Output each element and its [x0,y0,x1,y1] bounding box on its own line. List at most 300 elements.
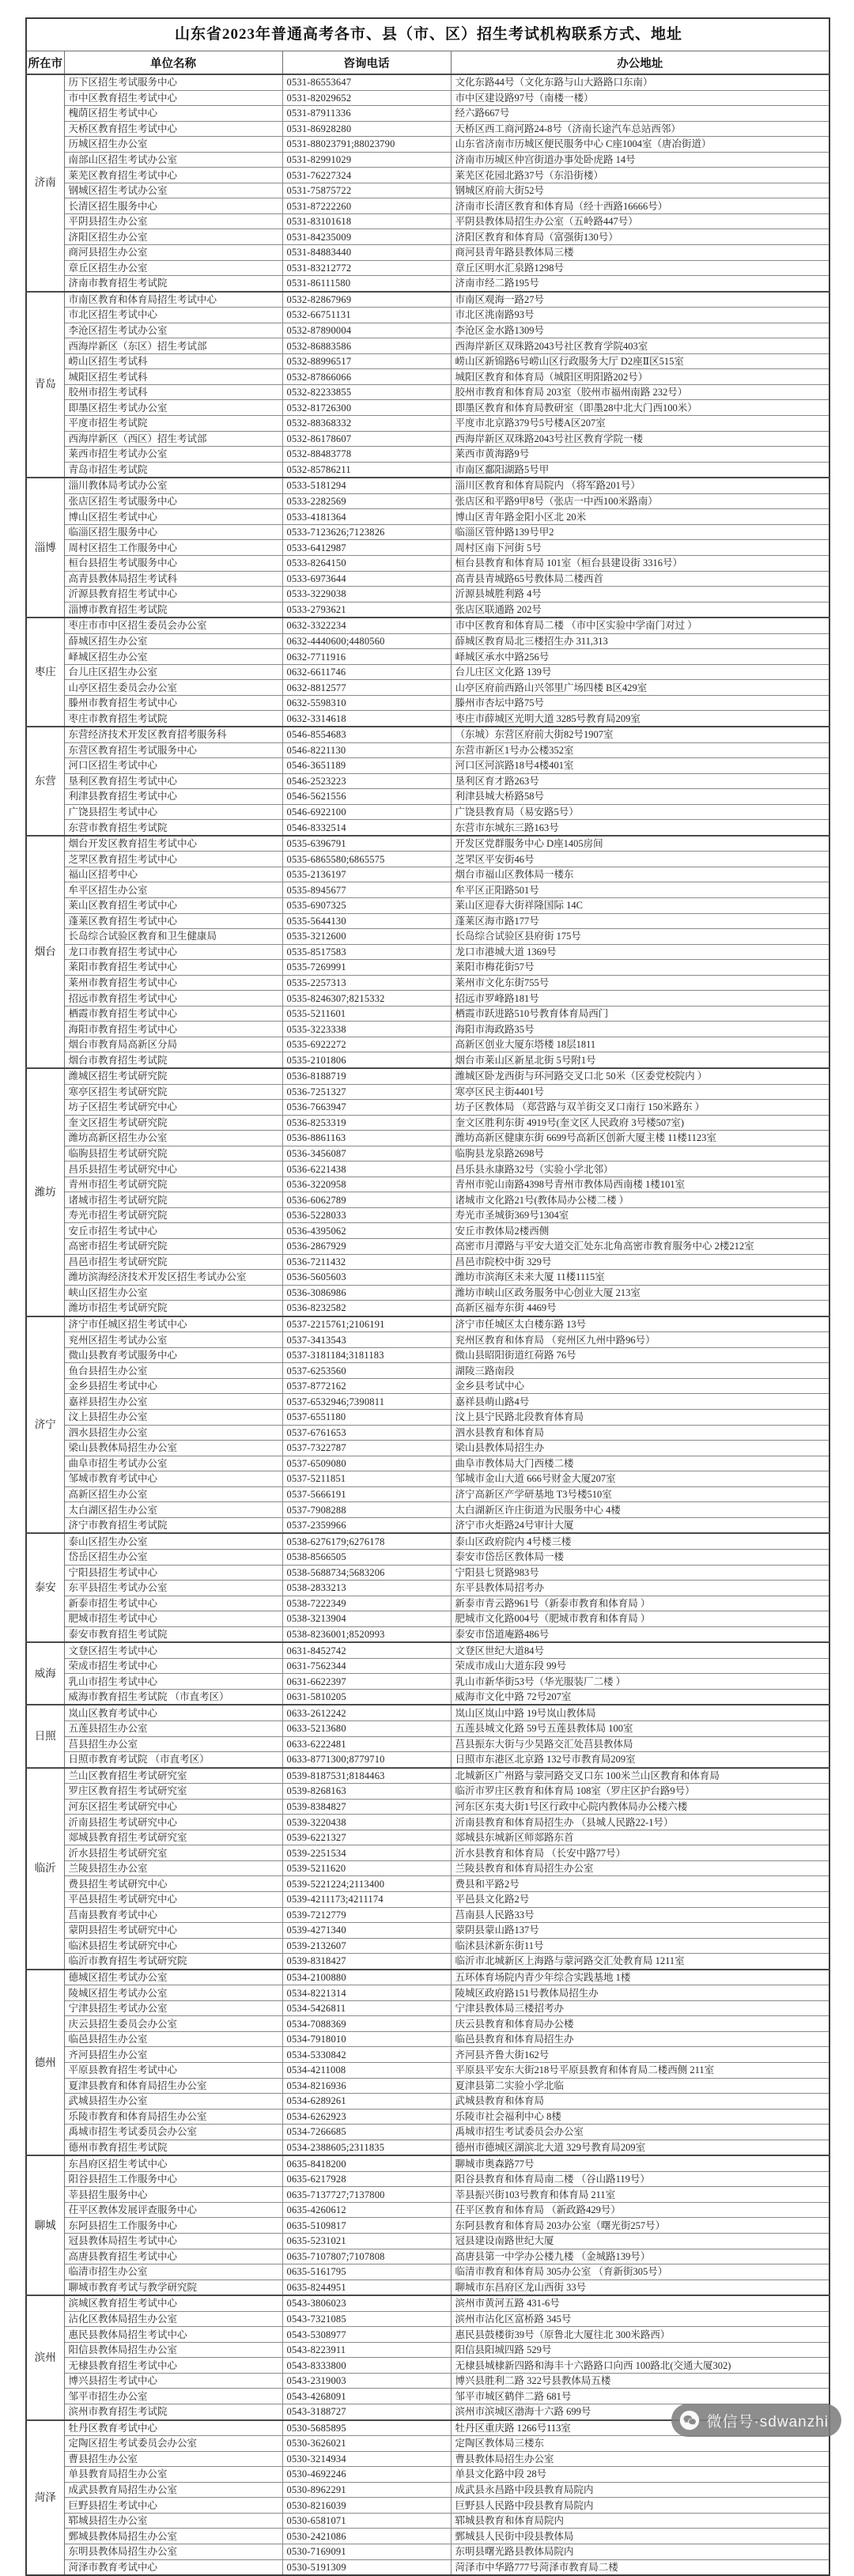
phone-cell: 0635-6217928 [282,2171,451,2187]
unit-name-cell: 乳山市招生考试中心 [64,1674,282,1690]
address-cell: 天桥区西工商河路24-8号（济南长途汽车总站西邻） [451,121,829,137]
phone-cell: 0530-8962291 [282,2482,451,2498]
unit-name-cell: 烟台开发区教育招生考试中心 [64,836,282,852]
phone-cell: 0632-7711916 [282,649,451,665]
unit-name-cell: 临淄区招生服务中心 [64,524,282,540]
address-cell: 微山县昭阳街道红荷路 76号 [451,1347,829,1363]
address-cell: 沂南县教育和体育局招生办 （县城人民路22-1号） [451,1815,829,1830]
unit-name-cell: 高唐县教育招生考试中心 [64,2249,282,2264]
unit-name-cell: 淄博市教育招生考试院 [64,602,282,618]
unit-name-cell: 日照市教育考试院 （市直考区） [64,1752,282,1768]
address-cell: 五环体育场院内青少年综合实践基地 1楼 [451,1970,829,1985]
table-row [26,2063,829,2079]
phone-cell: 0531-86928280 [282,121,451,137]
table-row [26,2202,829,2218]
unit-name-cell: 德城区招生考试办公室 [64,1970,282,1985]
unit-name-cell: 潍坊市招生考试研究院 [64,1301,282,1316]
phone-cell: 0546-3651189 [282,758,451,774]
unit-name-cell: 桓台县招生考试服务中心 [64,555,282,571]
phone-cell: 0635-5109817 [282,2218,451,2234]
table-row [26,1830,829,1845]
address-cell: 临邑县教育和体育局招生办 [451,2031,829,2047]
phone-cell: 0535-5211601 [282,1006,451,1022]
unit-name-cell: 福山区招考中心 [64,867,282,882]
table-row [26,478,829,493]
unit-name-cell: 禹城市招生考试委员会办公室 [64,2125,282,2140]
phone-cell: 0633-6222481 [282,1736,451,1752]
unit-name-cell: 岚山区教育考试中心 [64,1705,282,1720]
table-row [26,353,829,369]
table-row [26,649,829,665]
city-cell: 潍坊 [26,1068,64,1316]
unit-name-cell: 文登区招生考试中心 [64,1642,282,1658]
table-row [26,1674,829,1690]
phone-cell: 0546-6922100 [282,804,451,820]
address-cell: 莱山区迎春大街祥隆国际 14C [451,897,829,913]
table-row [26,2467,829,2483]
table-row [26,1752,829,1768]
address-cell: 鄄城县人民街中段县教体局 [451,2529,829,2544]
phone-cell: 0534-7088369 [282,2016,451,2032]
city-cell: 威海 [26,1642,64,1705]
unit-name-cell: 冠县教体局招生考试中心 [64,2234,282,2249]
unit-name-cell: 钢城区招生考试办公室 [64,183,282,198]
address-cell: 高唐县第一中学办公楼九楼 （金城路139号） [451,2249,829,2264]
table-row [26,1146,829,1161]
unit-name-cell: 东平县招生考试办公室 [64,1581,282,1596]
table-row [26,1131,829,1146]
unit-name-cell: 泗水县招生办公室 [64,1425,282,1441]
phone-cell: 0632-4440600;4480560 [282,633,451,649]
phone-cell: 0546-8332514 [282,820,451,836]
table-row [26,1177,829,1192]
unit-name-cell: 台儿庄区招生办公室 [64,664,282,680]
phone-cell: 0536-6221438 [282,1161,451,1177]
table-row [26,1037,829,1052]
unit-name-cell: 新泰市招生考试中心 [64,1596,282,1611]
table-row [26,400,829,416]
contact-table-sheet [25,17,829,2576]
address-cell: 梁山县教体局招生办 [451,1441,829,1456]
unit-name-cell: 兰山区教育招生考试研究室 [64,1768,282,1784]
address-cell: 潍坊市峡山区政务服务中心创业大厦 213室 [451,1285,829,1301]
unit-name-cell: 牡丹区教育考试中心 [64,2420,282,2436]
phone-cell: 0534-5330842 [282,2047,451,2063]
address-cell: 平邑县文化路2号 [451,1891,829,1907]
unit-name-cell: 寒亭区招生考试研究院 [64,1084,282,1100]
address-cell: 莒县振东大街与少昊路交汇处莒县教体局 [451,1736,829,1752]
unit-name-cell: 潍城区招生考试研究院 [64,1068,282,1084]
phone-cell: 0539-7212779 [282,1907,451,1923]
address-cell: 寒亭区民主街4401号 [451,1084,829,1100]
phone-cell: 0532-81726300 [282,400,451,416]
address-cell: 肥城市文化路004号（肥城市教育和体育局 ） [451,1611,829,1627]
address-cell: 惠民县鼓楼街39号（原鲁北大厦往北 300米路西） [451,2327,829,2343]
phone-cell: 0533-2282569 [282,493,451,509]
table-row [26,633,829,649]
table-row [26,1006,829,1022]
unit-name-cell: 招远市教育招生考试中心 [64,991,282,1007]
address-cell: 即墨区教育和体育局教研室（即墨28中北大门西100米） [451,400,829,416]
address-cell: 商河县青年路县教体局三楼 [451,245,829,261]
phone-cell: 0535-6922272 [282,1037,451,1052]
table-row [26,2373,829,2389]
address-cell: 高新区福寿东街 4469号 [451,1301,829,1316]
table-row [26,245,829,261]
address-cell: 崂山区新锦路6号崂山区行政服务大厅 D2座Ⅱ区515室 [451,353,829,369]
phone-cell: 0633-2612242 [282,1705,451,1720]
column-header-city: 所在市 [26,51,64,75]
unit-name-cell: 河东区招生考试研究中心 [64,1799,282,1815]
city-cell: 聊城 [26,2155,64,2295]
phone-cell: 0539-5221224;2113400 [282,1876,451,1892]
phone-cell: 0536-3456087 [282,1146,451,1161]
table-row [26,1985,829,2001]
phone-cell: 0533-7123626;7123826 [282,524,451,540]
table-row [26,1100,829,1116]
address-cell: 胶州市教育和体育局 203室（胶州市福州南路 232号） [451,384,829,400]
phone-cell: 0535-8945677 [282,882,451,898]
table-row [26,183,829,198]
unit-name-cell: 安丘市招生考试中心 [64,1223,282,1239]
table-row [26,1068,829,1084]
unit-name-cell: 张店区招生考试服务中心 [64,493,282,509]
wechat-icon [679,2410,700,2431]
phone-cell: 0543-7321085 [282,2311,451,2327]
table-row [26,1486,829,1502]
address-cell: （东城）东营区府前大街82号1907室 [451,727,829,742]
address-cell: 五莲县城文化路 59号五莲县教体局 100室 [451,1720,829,1736]
unit-name-cell: 莱芜区教育招生考试中心 [64,168,282,183]
table-row [26,587,829,602]
phone-cell: 0631-6622397 [282,1674,451,1690]
table-row [26,1768,829,1784]
address-cell: 牡丹区重庆路 1266号113室 [451,2420,829,2436]
unit-name-cell: 济南市教育招生考试院 [64,276,282,292]
address-cell: 威海市文化中路 72号207室 [451,1689,829,1705]
address-cell: 招远市罗峰路181号 [451,991,829,1007]
address-cell: 开发区党群服务中心 D座1405房间 [451,836,829,852]
table-row [26,1052,829,1068]
address-cell: 济宁高新区产学研基地 T3号楼510室 [451,1486,829,1502]
table-row [26,1410,829,1426]
phone-cell: 0533-5181294 [282,478,451,493]
address-cell: 济南市经二路195号 [451,276,829,292]
phone-cell: 0532-87866066 [282,369,451,385]
address-cell: 临淄区管仲路139号甲2 [451,524,829,540]
unit-name-cell: 宁津县招生考试办公室 [64,2000,282,2016]
unit-name-cell: 邹城市教育考试中心 [64,1471,282,1487]
address-cell: 薛城区教育局北三楼招生办 311,313 [451,633,829,649]
phone-cell: 0531-84883440 [282,245,451,261]
address-cell: 芝罘区平安街46号 [451,852,829,867]
table-row [26,447,829,463]
phone-cell: 0535-8517583 [282,944,451,960]
phone-cell: 0537-6761653 [282,1425,451,1441]
address-cell: 邹平市城区鹤伴二路 681号 [451,2389,829,2404]
table-row [26,369,829,385]
address-cell: 宁阳县七贤路983号 [451,1565,829,1581]
address-cell: 张店区和平路9甲8号（张店一中西100米路南） [451,493,829,509]
unit-name-cell: 临邑县招生办公室 [64,2031,282,2047]
address-cell: 东营市新区1号办公楼352室 [451,742,829,758]
unit-name-cell: 蒙阴县招生考试研究中心 [64,1923,282,1939]
table-row [26,664,829,680]
table-row [26,1192,829,1208]
phone-cell: 0530-2421086 [282,2529,451,2544]
phone-cell: 0538-8236001;8520993 [282,1626,451,1642]
address-cell: 周村区南下河街 5号 [451,540,829,556]
unit-name-cell: 章丘区招生办公室 [64,260,282,276]
phone-cell: 0632-3322234 [282,618,451,633]
table-row [26,555,829,571]
address-cell: 泰山区政府院内 4号楼三楼 [451,1533,829,1549]
address-cell: 陵城区政府路151号教体局招生办 [451,1985,829,2001]
table-row [26,2544,829,2559]
phone-cell: 0635-5161795 [282,2264,451,2280]
unit-name-cell: 昌乐县招生考试研究中心 [64,1161,282,1177]
address-cell: 高青县青城路65号教体局二楼西首 [451,571,829,587]
table-row [26,742,829,758]
unit-name-cell: 槐荫区招生考试中心 [64,106,282,122]
table-row [26,1689,829,1705]
address-cell: 淄川区教育和体育局院内 （将军路201号） [451,478,829,493]
unit-name-cell: 烟台市教育招生考试院 [64,1052,282,1068]
unit-name-cell: 汶上县招生办公室 [64,1410,282,1426]
unit-name-cell: 临清市招生办公室 [64,2264,282,2280]
address-cell: 莱西市黄海路9号 [451,447,829,463]
unit-name-cell: 东明县教体局招生办公室 [64,2544,282,2559]
table-row [26,1658,829,1674]
unit-name-cell: 兖州区招生考试办公室 [64,1332,282,1348]
unit-name-cell: 陵城区招生考试办公室 [64,1985,282,2001]
address-cell: 菏泽市中华路777号菏泽市教育局二楼 [451,2559,829,2575]
address-cell: 海阳市海政路35号 [451,1022,829,1037]
phone-cell: 0536-7211432 [282,1254,451,1270]
unit-name-cell: 东营区教育招生考试服务中心 [64,742,282,758]
wechat-watermark [671,2404,841,2437]
table-row [26,431,829,447]
phone-cell: 0531-86553647 [282,74,451,90]
address-cell: 茌平区教育和体育局 （新政路429号） [451,2202,829,2218]
unit-name-cell: 芝罘区教育招生考试中心 [64,852,282,867]
address-cell: 无棣县城棣新四路和海丰十六路路口向西 100路北(交通大厦302) [451,2358,829,2374]
address-cell: 河口区河滨路18号4楼401室 [451,758,829,774]
phone-cell: 0538-3213904 [282,1611,451,1627]
table-row [26,836,829,852]
phone-cell: 0534-6262923 [282,2109,451,2125]
unit-name-cell: 荣成市招生考试中心 [64,1658,282,1674]
table-row [26,2016,829,2032]
unit-name-cell: 肥城市招生考试中心 [64,1611,282,1627]
unit-name-cell: 菏泽市教育考试中心 [64,2559,282,2575]
unit-name-cell: 市中区教育招生考试中心 [64,90,282,106]
phone-cell: 0536-7663947 [282,1100,451,1116]
phone-cell: 0532-86178607 [282,431,451,447]
address-cell: 峄城区承水中路256号 [451,649,829,665]
table-row [26,897,829,913]
phone-cell: 0538-8566505 [282,1549,451,1565]
phone-cell: 0535-8246307;8215332 [282,991,451,1007]
table-row [26,789,829,805]
address-cell: 禹城市招生考试委员会办公室 [451,2125,829,2140]
phone-cell: 0635-5231021 [282,2234,451,2249]
table-row [26,540,829,556]
phone-cell: 0530-5191309 [282,2559,451,2575]
address-cell: 巨野县人民路中段县教育局院内 [451,2498,829,2514]
address-cell: 栖霞市跃进路510号教育体育局西门 [451,1006,829,1022]
unit-name-cell: 周村区招生工作服务中心 [64,540,282,556]
phone-cell: 0536-8188719 [282,1068,451,1084]
table-body [26,74,829,2575]
unit-name-cell: 济阳区招生办公室 [64,229,282,245]
address-cell: 诸城市文化路21号(教体局办公楼二楼 ） [451,1192,829,1208]
address-cell: 东平县教体局招考办 [451,1581,829,1596]
unit-name-cell: 龙口市教育招生考试中心 [64,944,282,960]
table-row [26,1970,829,1985]
address-cell: 长岛综合试验区县府街 175号 [451,929,829,945]
unit-name-cell: 庆云县招生委员会办公室 [64,2016,282,2032]
phone-cell: 0537-6532946;7390811 [282,1394,451,1410]
table-row [26,1084,829,1100]
table-row [26,1471,829,1487]
unit-name-cell: 淄川教体局考试办公室 [64,478,282,493]
address-cell: 济阳区教育和体育局（富强街130号） [451,229,829,245]
phone-cell: 0537-6253560 [282,1363,451,1379]
unit-name-cell: 夏津县教育和体育局招生办公室 [64,2078,282,2094]
unit-name-cell: 博山区招生考试中心 [64,509,282,525]
phone-cell: 0534-8221314 [282,1985,451,2001]
address-cell: 嘉祥县萌山路4号 [451,1394,829,1410]
address-cell: 定陶区教体局三楼东 [451,2436,829,2452]
unit-name-cell: 莱州市教育招生考试中心 [64,975,282,991]
phone-cell: 0533-2793621 [282,602,451,618]
phone-cell: 0532-88483778 [282,447,451,463]
phone-cell: 0532-88996517 [282,353,451,369]
unit-name-cell: 岱岳区招生办公室 [64,1549,282,1565]
address-cell: 博山区青年路金阳小区北 20米 [451,509,829,525]
phone-cell: 0539-8384827 [282,1799,451,1815]
column-header-row [26,51,829,75]
table-row [26,1533,829,1549]
phone-cell: 0538-5688734;5683206 [282,1565,451,1581]
address-cell: 莱州市文化东街755号 [451,975,829,991]
table-row [26,852,829,867]
address-cell: 滕州市杏坛中路75号 [451,695,829,711]
address-cell: 坊子区教体局 （郑营路与双羊街交叉口南行 150米路东 ） [451,1100,829,1116]
address-cell: 牟平区正阳路501号 [451,882,829,898]
table-row [26,1799,829,1815]
unit-name-cell: 五莲县招生办公室 [64,1720,282,1736]
table-row [26,711,829,727]
unit-name-cell: 垦利区教育招生考试中心 [64,773,282,789]
unit-name-cell: 兰陵县招生办公室 [64,1860,282,1876]
unit-name-cell: 莘县招生服务中心 [64,2187,282,2203]
address-cell: 新泰市青云路961号（新泰市教育和体育局 ） [451,1596,829,1611]
phone-cell: 0539-2251534 [282,1845,451,1861]
phone-cell: 0536-7251327 [282,1084,451,1100]
table-row [26,2389,829,2404]
table-row [26,1815,829,1830]
unit-name-cell: 茌平区教体发展评查服务中心 [64,2202,282,2218]
unit-name-cell: 巨野县招生考试中心 [64,2498,282,2514]
unit-name-cell: 莒南县教育考试中心 [64,1907,282,1923]
phone-cell: 0537-8772162 [282,1378,451,1394]
phone-cell: 0532-82233855 [282,384,451,400]
address-cell: 北城新区广州路与蒙河路交叉口东 100米兰山区教育和体育局 [451,1768,829,1784]
phone-cell: 0536-4395062 [282,1223,451,1239]
unit-name-cell: 沂源县教育招生考试中心 [64,587,282,602]
table-row [26,1394,829,1410]
unit-name-cell: 平原县教育招生考试中心 [64,2063,282,2079]
table-row [26,944,829,960]
address-cell: 临沭县沭新东街11号 [451,1938,829,1954]
address-cell: 聊城市东昌府区龙山西街 33号 [451,2279,829,2295]
unit-name-cell: 长清区招生服务中心 [64,198,282,214]
exam-office-table [25,17,830,2576]
phone-cell: 0535-6907325 [282,897,451,913]
address-cell: 市北区洮南路93号 [451,308,829,323]
address-cell: 西海岸新区双珠路2043号社区教育学院403室 [451,338,829,354]
address-cell: 莱阳市梅花街57号 [451,960,829,976]
phone-cell: 0633-8771300;8779710 [282,1752,451,1768]
table-row [26,820,829,836]
table-row [26,1845,829,1861]
phone-cell: 0539-4211173;4211174 [282,1891,451,1907]
city-cell: 菏泽 [26,2420,64,2575]
unit-name-cell: 莱阳市教育招生考试中心 [64,960,282,976]
city-cell: 济南 [26,74,64,292]
phone-cell: 0631-5810205 [282,1689,451,1705]
table-row [26,1363,829,1379]
table-row [26,1860,829,1876]
table-row [26,2000,829,2016]
table-row [26,90,829,106]
table-row [26,1626,829,1642]
phone-cell: 0530-3626021 [282,2436,451,2452]
unit-name-cell: 历城区招生办公室 [64,137,282,153]
table-row [26,2358,829,2374]
unit-name-cell: 蓬莱区教育招生考试中心 [64,913,282,929]
table-row [26,106,829,122]
table-row [26,1285,829,1301]
table-row [26,1876,829,1892]
phone-cell: 0543-3188727 [282,2404,451,2420]
unit-name-cell: 沂南县招生考试研究中心 [64,1815,282,1830]
phone-cell: 0535-7269991 [282,960,451,976]
table-row [26,1938,829,1954]
phone-cell: 0536-3086986 [282,1285,451,1301]
address-cell: 岚山区岚山中路 19号岚山教体局 [451,1705,829,1720]
table-row [26,2031,829,2047]
phone-cell: 0543-5308977 [282,2327,451,2343]
table-row [26,416,829,432]
table-row [26,2529,829,2544]
unit-name-cell: 微山县教育考试服务中心 [64,1347,282,1363]
phone-cell: 0543-2319003 [282,2373,451,2389]
address-cell: 夏津县第二实验小学北临 [451,2078,829,2094]
city-cell: 淄博 [26,478,64,618]
table-row [26,2109,829,2125]
table-row [26,509,829,525]
city-cell: 东营 [26,727,64,836]
table-row [26,338,829,354]
table-row [26,493,829,509]
unit-name-cell: 平度市招生考试院 [64,416,282,432]
table-row [26,1301,829,1316]
unit-name-cell: 栖霞市教育招生考试中心 [64,1006,282,1022]
unit-name-cell: 山亭区招生委员会办公室 [64,680,282,696]
